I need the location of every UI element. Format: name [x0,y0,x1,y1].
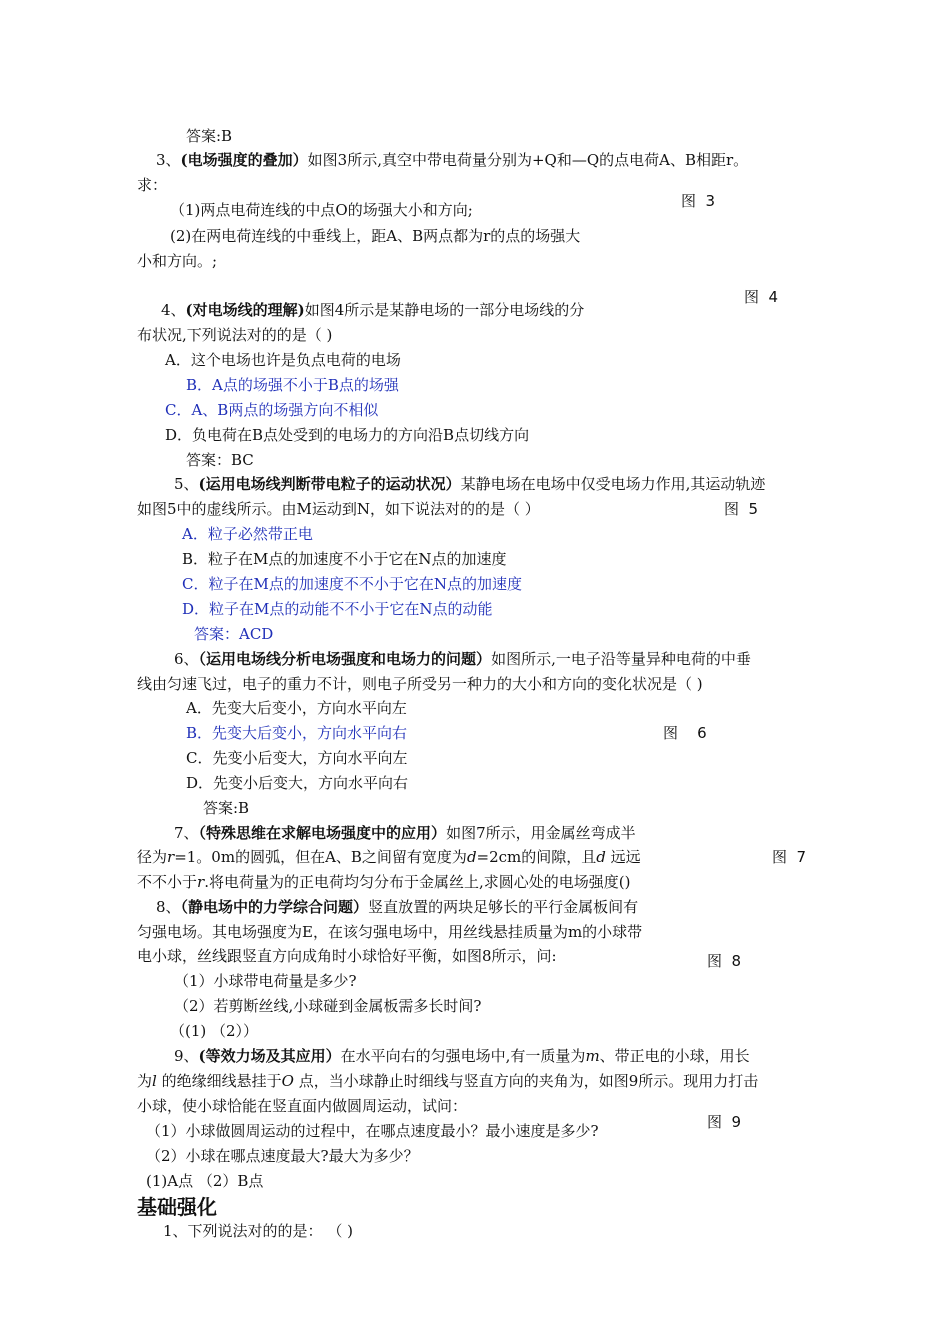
question-topic: (等效力场及其应用） [198,1047,341,1065]
text-segment: .将电荷量为的正电荷均匀分布于金属丝上,求圆心处的电场强度() [204,873,631,891]
text-segment: 远远 [605,848,641,866]
question-8-part-2: （2）若剪断丝线,小球碰到金属板需多长时间? [174,997,482,1015]
question-topic: （特殊思维在求解电场强度中的应用） [198,824,447,842]
option-b: B．粒子在M点的加速度不小于它在N点的加速度 [182,550,507,568]
question-9-line-3: 小球，使小球恰能在竖直面内做圆周运动，试问： [137,1097,468,1115]
option-a: A．这个电场也许是负点电荷的电场 [165,351,401,369]
question-4-line-2: 布状况,下列说法对的的是（ ) [137,326,333,344]
question-9-part-1: （1）小球做圆周运动的过程中，在哪点速度最小？最小速度是多少? [146,1122,599,1140]
option-b: B．A点的场强不小于B点的场强 [186,376,399,394]
question-text: 如图7所示，用金属丝弯成半 [446,824,636,842]
question-topic: （运用电场线分析电场强度和电场力的问题） [198,650,492,668]
option-d: D．粒子在M点的动能不不小于它在N点的动能 [182,600,493,618]
question-number: 9、 [174,1047,199,1065]
question-text: 如图所示,一电子沿等量异种电荷的中垂 [491,650,751,668]
question-number: 7、 [174,824,199,842]
question-5-line-2: 如图5中的虚线所示。由M运动到N，如下说法对的的是（ ） [137,500,540,518]
figure-7-label: 图 7 [772,848,807,866]
question-text: 某静电场在电场中仅受电场力作用,其运动轨迹 [460,475,766,493]
option-b: B．先变大后变小，方向水平向右 [186,724,408,742]
question-topic: (运用电场线判断带电粒子的运动状况） [198,475,461,493]
text-segment: =1。0m的圆弧，但在A、B之间留有宽度为 [174,848,467,866]
question-number: 6、 [174,650,199,668]
question-3-part-2: (2)在两电荷连线的中垂线上，距A、B两点都为r的点的场强大 [170,227,581,245]
text-segment: 径为 [137,848,168,866]
text-segment: 为 [137,1072,153,1090]
option-c: C．先变小后变大，方向水平向左 [186,749,408,767]
question-7-line-3 [137,872,630,892]
length-symbol: l [152,1072,157,1090]
question-number: 3、 [156,151,181,169]
figure-3-label: 图 3 [681,192,716,210]
question-3-part-2-cont: 小和方向。; [137,252,218,270]
answer-line: 答案：BC [186,451,254,469]
question-5-line-1 [174,474,765,494]
question-3-line-2: 求： [137,176,168,194]
section-title: 基础强化 [137,1195,217,1219]
text-segment: 的绝缘细线悬挂于 [156,1072,282,1090]
gap-symbol: d [596,848,606,866]
text-segment: 点，当小球静止时细线与竖直方向的夹角为，如图9所示。现用力打击 [293,1072,759,1090]
question-text: 如图4所示是某静电场的一部分电场线的分 [304,301,585,319]
figure-6-label: 图 6 [663,724,707,742]
question-topic: （静电场中的力学综合问题） [180,898,369,916]
question-number: 8、 [156,898,181,916]
question-3-part-1: （1)两点电荷连线的中点O的场强大小和方向; [170,201,473,219]
answer-line: 答案：ACD [194,625,274,643]
option-a: A．粒子必然带正电 [182,525,313,543]
figure-8-label: 图 8 [707,952,742,970]
text-segment: 、带正电的小球，用长 [599,1047,750,1065]
question-9-line-2 [137,1071,758,1091]
question-number: 5、 [174,475,199,493]
option-d: D．先变小后变大，方向水平向右 [186,774,409,792]
text-segment: 在水平向右的匀强电场中,有一质量为 [340,1047,586,1065]
question-6-line-2: 线由匀速飞过，电子的重力不计，则电子所受另一种力的大小和方向的变化状况是（ ) [137,675,703,693]
radius-symbol: r [167,848,175,866]
mass-symbol: m [585,1047,600,1065]
option-c: C．粒子在M点的加速度不不小于它在N点的加速度 [182,575,522,593]
question-4-line-1 [161,300,584,320]
question-text: 竖直放置的两块足够长的平行金属板间有 [368,898,639,916]
figure-4-label: 图 4 [744,288,779,306]
question-text: 如图3所示,真空中带电荷量分别为+Q和—Q的点电荷A、B相距r。 [307,151,749,169]
text-segment: =2cm的间隙，且 [476,848,597,866]
question-8-line-2: 匀强电场。其电场强度为E，在该匀强电场中，用丝线悬挂质量为m的小球带 [137,923,643,941]
option-c: C．A、B两点的场强方向不相似 [165,401,379,419]
question-topic: (电场强度的叠加） [180,151,308,169]
radius-symbol: r [197,873,205,891]
question-7-line-2 [137,847,641,867]
option-d: D．负电荷在B点处受到的电场力的方向沿B点切线方向 [165,426,530,444]
figure-5-label: 图 5 [724,500,759,518]
question-6-line-1 [174,649,751,669]
answer-line: (1)A点 （2）B点 [146,1172,264,1190]
question-8-line-1 [156,897,638,917]
answer-line: 答案:B [203,799,250,817]
answer-line: 答案:B [186,127,233,145]
option-a: A．先变大后变小，方向水平向左 [186,699,407,717]
question-number: 4、 [161,301,186,319]
figure-9-label: 图 9 [707,1113,742,1131]
gap-symbol: d [466,848,477,866]
question-topic: (对电场线的理解) [185,301,305,319]
text-segment: 不不小于 [137,873,198,891]
question-9-line-1 [174,1046,750,1066]
basic-question-1: 1、下列说法对的的是： （ ) [163,1222,353,1240]
question-8-part-1: （1）小球带电荷量是多少? [174,972,357,990]
question-7-line-1 [174,823,636,843]
question-3-line-1 [156,150,748,170]
question-9-part-2: （2）小球在哪点速度最大?最大为多少？ [146,1147,419,1165]
point-symbol: O [281,1072,294,1090]
answer-line: （(1) （2）） [170,1022,259,1040]
question-8-line-3: 电小球，丝线跟竖直方向成角时小球恰好平衡，如图8所示，问: [137,947,557,965]
